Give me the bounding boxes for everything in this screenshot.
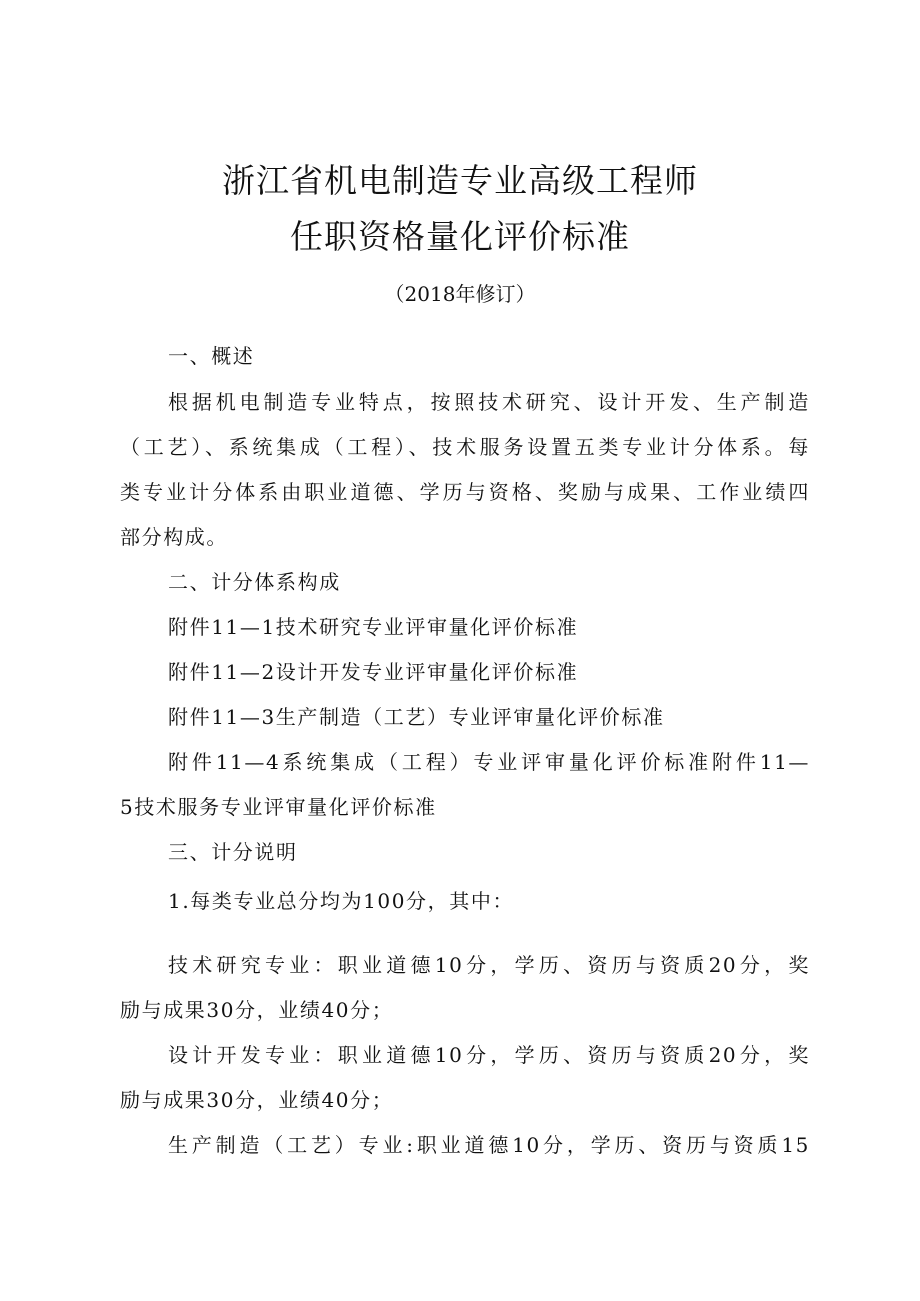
section-heading-scoring-system: 二、计分体系构成 <box>168 570 341 594</box>
revision-note: （2018年修订） <box>384 282 536 306</box>
section-heading-overview: 一、概述 <box>168 344 255 368</box>
tech-research-scoring-line: 励与成果30分，业绩40分； <box>120 998 394 1022</box>
production-scoring-line: 生产制造（工艺）专业:职业道德10分，学历、资历与资质15 <box>168 1133 810 1157</box>
design-dev-scoring-line: 设计开发专业：职业道德10分，学历、资历与资质20分，奖 <box>168 1043 810 1067</box>
scoring-item-1: 1.每类专业总分均为100分，其中： <box>168 889 515 913</box>
document-title-line2: 任职资格量化评价标准 <box>290 217 630 256</box>
document-title-line1: 浙江省机电制造专业高级工程师 <box>222 161 698 200</box>
paragraph-line: 类专业计分体系由职业道德、学历与资格、奖励与成果、工作业绩四 <box>120 480 810 504</box>
appendix-item: 附件11—1技术研究专业评审量化评价标准 <box>168 615 579 639</box>
tech-research-scoring-line: 技术研究专业：职业道德10分，学历、资历与资质20分，奖 <box>168 953 810 977</box>
appendix-item: 5技术服务专业评审量化评价标准 <box>120 795 437 819</box>
paragraph-line: 根据机电制造专业特点，按照技术研究、设计开发、生产制造 <box>168 390 810 414</box>
appendix-item: 附件11—3生产制造（工艺）专业评审量化评价标准 <box>168 705 665 729</box>
design-dev-scoring-line: 励与成果30分，业绩40分； <box>120 1088 394 1112</box>
section-heading-scoring-notes: 三、计分说明 <box>168 840 298 864</box>
appendix-item: 附件11—4系统集成（工程）专业评审量化评价标准附件11— <box>168 750 810 774</box>
appendix-item: 附件11—2设计开发专业评审量化评价标准 <box>168 660 579 684</box>
paragraph-line: 部分构成。 <box>120 525 228 549</box>
paragraph-line: （工艺）、系统集成（工程）、技术服务设置五类专业计分体系。每 <box>120 435 810 459</box>
